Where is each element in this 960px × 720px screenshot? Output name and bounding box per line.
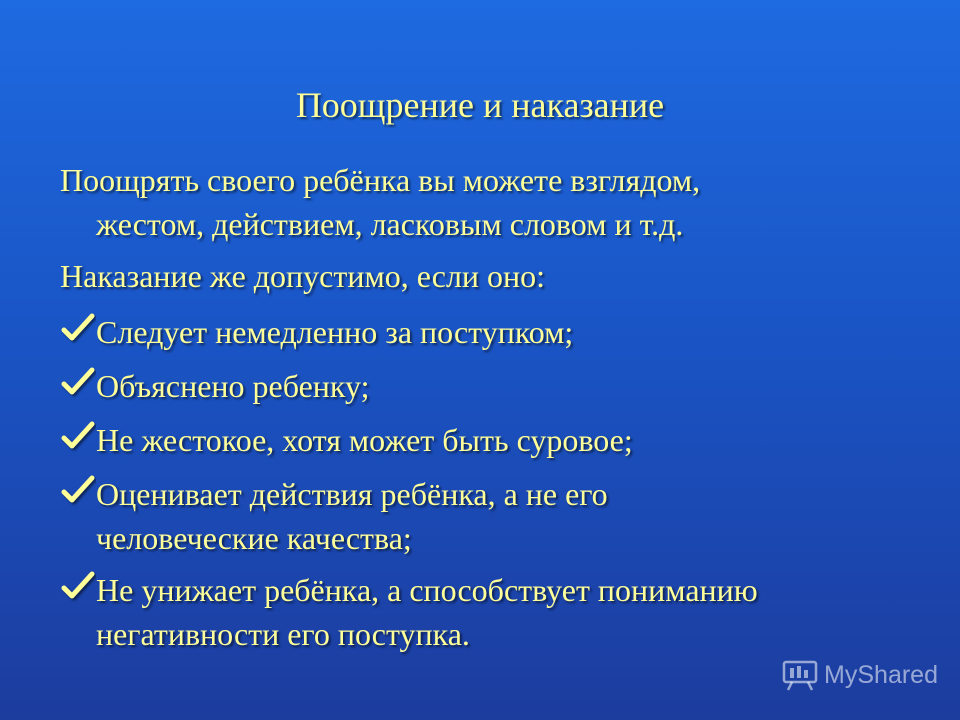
watermark-text: MyShared	[824, 660, 938, 689]
checkmark-icon	[60, 568, 96, 604]
condition-text: Наказание же допустимо, если оно:	[60, 258, 546, 294]
bullet-text-5b: негативности его поступка.	[96, 616, 470, 652]
intro-line-1: Поощрять своего ребёнка вы можете взглядом,	[60, 162, 701, 198]
bullet-text-3: Не жестокое, хотя может быть суровое;	[96, 422, 633, 458]
condition-paragraph	[60, 254, 880, 298]
checkmark-icon	[60, 364, 96, 400]
intro-line-2: жестом, действием, ласковым словом и т.д.	[96, 206, 684, 242]
presentation-board-icon	[782, 658, 818, 692]
bullet-text-4a: Оценивает действия ребёнка, а не его	[96, 476, 608, 512]
checkmark-icon	[60, 310, 96, 346]
intro-paragraph	[60, 158, 880, 246]
bullet-text-1: Следует немедленно за поступком;	[96, 314, 574, 350]
bullet-text-2: Объяснено ребенку;	[96, 368, 370, 404]
checkmark-icon	[60, 472, 96, 508]
myshared-watermark[interactable]	[782, 658, 938, 692]
checkmark-icon	[60, 418, 96, 454]
slide-title: Поощрение и наказание	[295, 85, 665, 125]
bullet-text-5a: Не унижает ребёнка, а способствует пониманию	[96, 572, 758, 608]
bullet-text-4b: человеческие качества;	[96, 520, 412, 556]
